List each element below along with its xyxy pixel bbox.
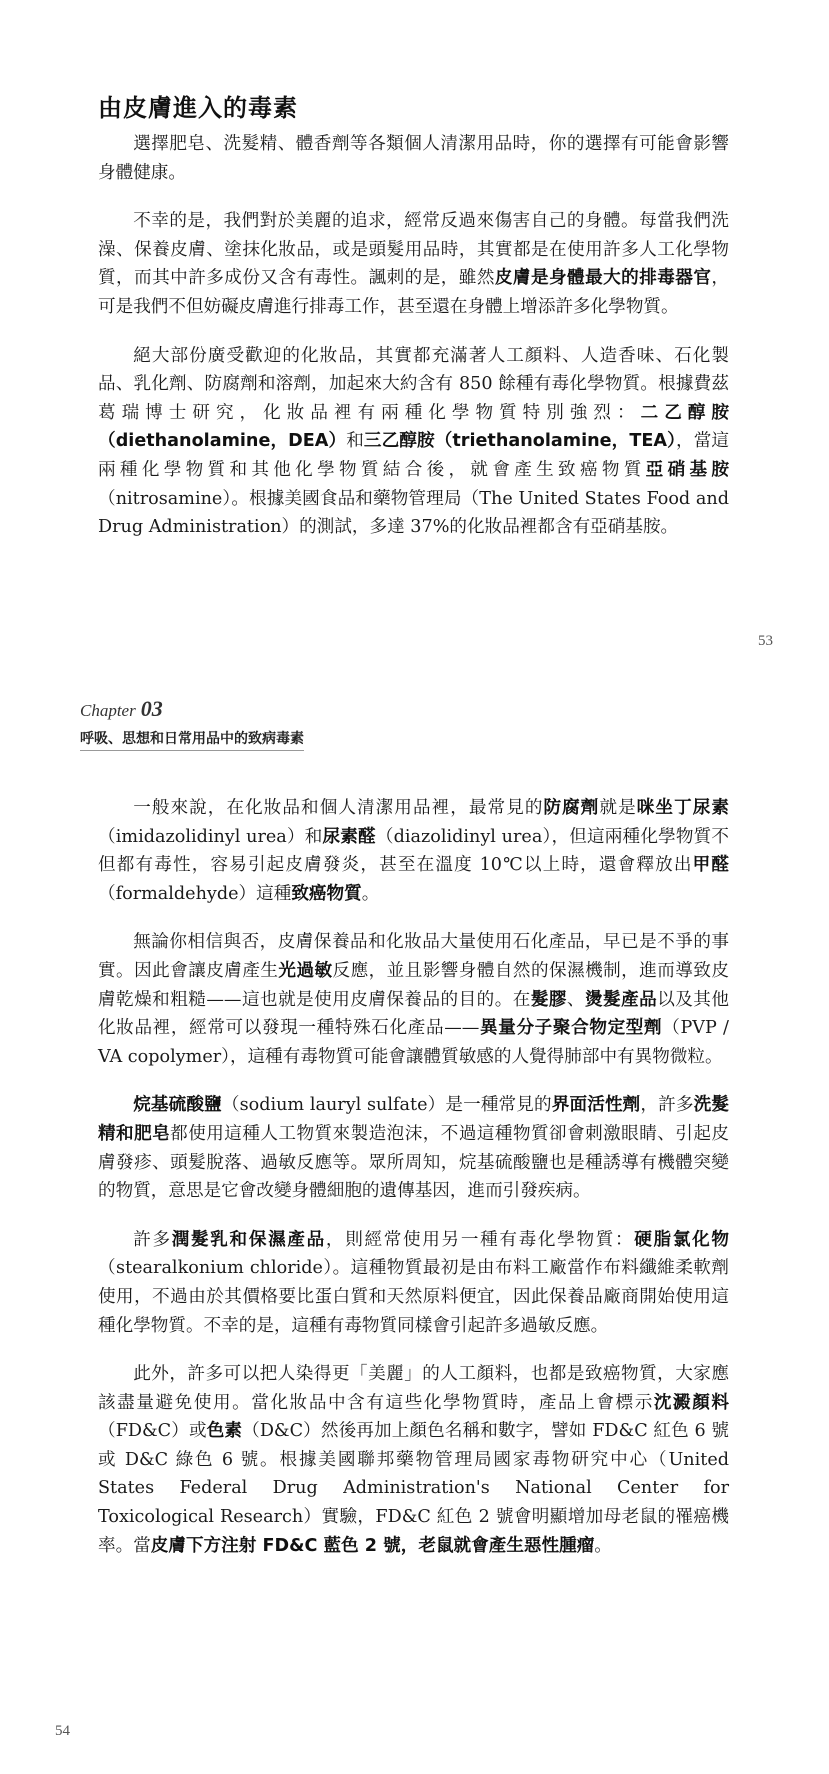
bold-term: 烷基硫酸鹽 bbox=[133, 1095, 222, 1116]
paragraph bbox=[98, 207, 729, 321]
text-run: ，當這兩種化學物質和其他化學物質結合後，就會產生致癌物質 bbox=[98, 431, 729, 480]
bold-term: 洗髮精和肥皂 bbox=[98, 1095, 729, 1144]
page-54 bbox=[0, 668, 829, 1774]
page-number: 53 bbox=[758, 633, 773, 649]
bold-term: 沈澱顏料 bbox=[653, 1392, 729, 1413]
bold-term: 光過敏 bbox=[278, 960, 333, 981]
paragraph bbox=[98, 1360, 729, 1560]
text-run: 無論你相信與否，皮膚保養品和化妝品大量使用石化產品，早已是不爭的事實。因此會讓皮膚產生 bbox=[98, 932, 729, 981]
bold-term: 亞硝基胺 bbox=[645, 459, 729, 480]
text-run: 許多 bbox=[133, 1229, 172, 1250]
text-run: 。 bbox=[594, 1535, 612, 1556]
text-run: （imidazolidinyl urea）和 bbox=[98, 826, 323, 847]
paragraph bbox=[98, 928, 729, 1071]
text-run: （PVP / VA copolymer），這種有毒物質可能會讓體質敏感的人覺得肺部中有異物微粒。 bbox=[98, 1018, 729, 1067]
bold-term: 燙髮產品 bbox=[584, 989, 658, 1010]
text-run: （nitrosamine）。根據美國食品和藥物管理局（The United States Food and Drug Administration）的測試，多達 37%的化妝品裡都含有亞硝基胺。 bbox=[98, 488, 729, 538]
bold-term: 皮膚下方注射 FD&C 藍色 2 號，老鼠就會產生惡性腫瘤 bbox=[150, 1535, 595, 1556]
text-run: （D&C）然後再加上顏色名稱和數字，譬如 FD&C 紅色 6 號或 D&C 綠色 6 號。根據美國聯邦藥物管理局國家毒物研究中心（United States Federal Drug Administration's National Center for Toxicological Research）實驗，FD&C 紅色 2 號會明顯增加母老鼠的罹癌機率。當 bbox=[98, 1421, 729, 1556]
text-run: （sodium lauryl sulfate）是一種常見的 bbox=[221, 1095, 552, 1116]
text-run: （FD&C）或 bbox=[98, 1421, 207, 1442]
text-run: 絕大部份廣受歡迎的化妝品，其實都充滿著人工顏料、人造香味、石化製品、乳化劑、防腐劑和溶劑，加起來大約含有 850 餘種有毒化學物質。根據費茲葛瑞博士研究，化妝品裡有兩種化學物質特別強烈： bbox=[98, 345, 729, 423]
bold-term: 異量分子聚合物定型劑 bbox=[479, 1018, 663, 1039]
bold-term: 防腐劑 bbox=[543, 798, 600, 818]
chapter-label bbox=[80, 696, 163, 722]
text-run: ，許多 bbox=[640, 1095, 694, 1116]
text-run: （stearalkonium chloride）。這種物質最初是由布料工廠當作布料纖維柔軟劑使用，不過由於其價格要比蛋白質和天然原料便宜，因此保養品廠商開始使用這種化學物質。不幸的是，這種有毒物質同樣會引起許多過敏反應。 bbox=[98, 1258, 729, 1336]
section-title: 由皮膚進入的毒素 bbox=[98, 94, 298, 122]
text-run: 反應，並且影響身體自然的保濕機制，進而導致皮膚乾燥和粗糙——這也就是使用皮膚保養品的目的。在 bbox=[98, 960, 729, 1010]
body-text bbox=[98, 130, 729, 542]
text-run: 以及其他化妝品裡，經常可以發現一種特殊石化產品—— bbox=[98, 989, 729, 1039]
bold-term: 髮膠 bbox=[530, 989, 567, 1010]
bold-term: 三乙醇胺（triethanolamine，TEA） bbox=[363, 431, 676, 452]
page-number: 54 bbox=[55, 1723, 70, 1739]
text-run: （diazolidinyl urea），但這兩種化學物質不但都有毒性，容易引起皮膚發炎，甚至在溫度 10℃以上時，還會釋放出 bbox=[98, 826, 730, 876]
text-run: 、 bbox=[566, 989, 585, 1010]
chapter-subtitle: 呼吸、思想和日常用品中的致病毒素 bbox=[80, 728, 304, 751]
text-run: 一般來說，在化妝品和個人清潔用品裡，最常見的 bbox=[133, 798, 544, 818]
chapter-word: Chapter bbox=[80, 701, 136, 720]
text-run: 。 bbox=[361, 883, 380, 904]
paragraph bbox=[98, 1226, 729, 1340]
paragraph bbox=[98, 130, 729, 187]
text-run: 不幸的是，我們對於美麗的追求，經常反過來傷害自己的身體。每當我們洗澡、保養皮膚、塗抹化妝品，或是頭髮用品時，其實都是在使用許多人工化學物質，而其中許多成份又含有毒性。諷刺的是，雖然 bbox=[98, 211, 729, 289]
bold-term: 色素 bbox=[206, 1421, 243, 1442]
bold-term: 硬脂氯化物 bbox=[634, 1229, 729, 1250]
text-run: ，可是我們不但妨礙皮膚進行排毒工作，甚至還在身體上增添許多化學物質。 bbox=[98, 268, 729, 317]
text-run: 就是 bbox=[599, 798, 637, 818]
bold-term: 尿素醛 bbox=[322, 826, 376, 847]
text-run: ，則經常使用另一種有毒化學物質： bbox=[325, 1229, 635, 1250]
text-run: 選擇肥皂、洗髮精、體香劑等各類個人清潔用品時，你的選擇有可能會影響身體健康。 bbox=[98, 134, 729, 183]
bold-term: 二乙醇胺（diethanolamine，DEA） bbox=[98, 402, 729, 452]
body-text bbox=[98, 794, 729, 1560]
bold-term: 咪坐丁尿素 bbox=[636, 798, 729, 818]
text-run: （formaldehyde）這種 bbox=[98, 883, 292, 904]
paragraph bbox=[98, 342, 729, 542]
bold-term: 甲醛 bbox=[692, 855, 729, 876]
bold-term: 潤髮乳和保濕產品 bbox=[171, 1229, 326, 1250]
chapter-number: 03 bbox=[140, 696, 163, 721]
text-run: 和 bbox=[346, 431, 364, 452]
bold-term: 致癌物質 bbox=[291, 883, 362, 904]
page-53 bbox=[0, 0, 829, 668]
paragraph bbox=[98, 1091, 729, 1205]
paragraph bbox=[98, 794, 729, 908]
text-run: 此外，許多可以把人染得更「美麗」的人工顏料，也都是致癌物質，大家應該盡量避免使用。當化妝品中含有這些化學物質時，產品上會標示 bbox=[98, 1364, 729, 1413]
bold-term: 界面活性劑 bbox=[551, 1095, 641, 1116]
bold-term: 皮膚是身體最大的排毒器官 bbox=[494, 268, 712, 289]
text-run: 都使用這種人工物質來製造泡沫，不過這種物質卻會刺激眼睛、引起皮膚發疹、頭髮脫落、過敏反應等。眾所周知，烷基硫酸鹽也是種誘導有機體突變的物質，意思是它會改變身體細胞的遺傳基因，進而引發疾病。 bbox=[98, 1123, 729, 1202]
